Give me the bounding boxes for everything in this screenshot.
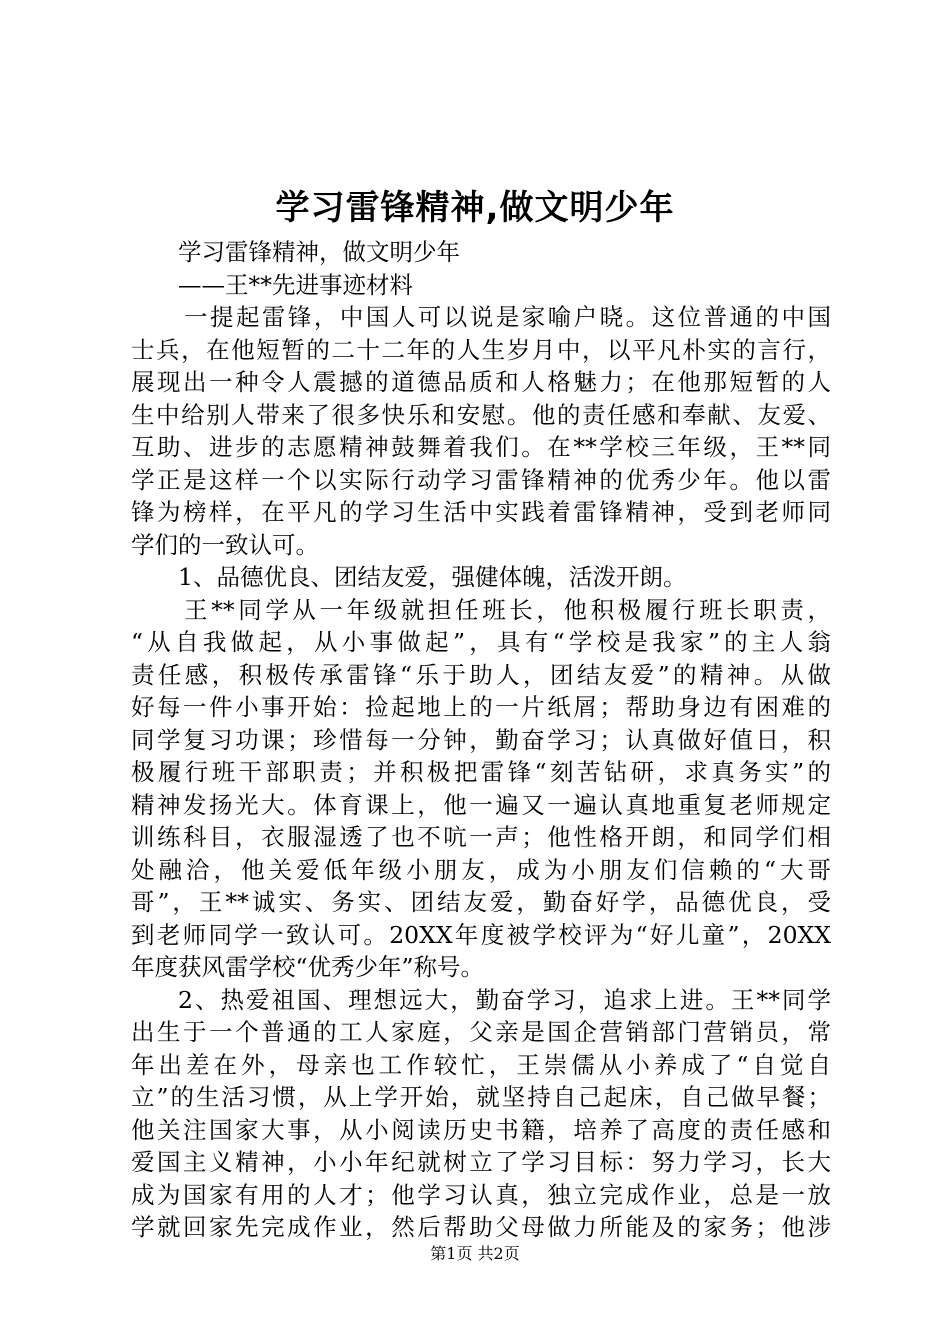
paragraph-line: 士兵，在他短暂的二十二年的人生岁月中，以平凡朴实的言行，	[131, 335, 831, 364]
paragraph-line: 锋为榜样，在平凡的学习生活中实践着雷锋精神，受到老师同	[131, 498, 831, 526]
paragraph-line: 王**同学从一年级就担任班长，他积极履行班长职责，	[184, 595, 831, 624]
paragraph-line: 他关注国家大事，从小阅读历史书籍，培养了高度的责任感和	[131, 1115, 831, 1144]
paragraph-line: 学正是这样一个以实际行动学习雷锋精神的优秀少年。他以雷	[131, 465, 831, 494]
paragraph-line: 生中给别人带来了很多快乐和安慰。他的责任感和奉献、友爱、	[131, 400, 831, 429]
paragraph-line: 训练科目，衣服湿透了也不吭一声；他性格开朗，和同学们相	[131, 823, 831, 851]
paragraph-line: 年出差在外，母亲也工作较忙，王崇儒从小养成了“自觉自	[131, 1050, 831, 1079]
paragraph-line: 学们的一致认可。	[131, 530, 319, 559]
document-body	[131, 236, 831, 1244]
document-title: 学习雷锋精神,做文明少年	[275, 188, 675, 228]
paragraph-line: 精神发扬光大。体育课上，他一遍又一遍认真地重复老师规定	[131, 790, 831, 819]
paragraph-line: 展现出一种令人震撼的道德品质和人格魅力；在他那短暂的人	[131, 368, 831, 396]
paragraph-line: 立”的生活习惯，从上学开始，就坚持自己起床，自己做早餐；	[131, 1083, 831, 1111]
paragraph-line: 极履行班干部职责；并积极把雷锋“刻苦钻研，求真务实”的	[131, 758, 831, 786]
paragraph-line: 好每一件小事开始：捡起地上的一片纸屑；帮助身边有困难的	[131, 693, 831, 721]
byline: ——王**先进事迹材料	[178, 270, 413, 299]
paragraph-line: 学就回家先完成作业，然后帮助父母做力所能及的家务；他涉	[131, 1213, 831, 1241]
paragraph-line: “从自我做起，从小事做起”，具有“学校是我家”的主人翁	[131, 628, 831, 656]
paragraph-line: 互助、进步的志愿精神鼓舞着我们。在**学校三年级，王**同	[131, 433, 831, 461]
paragraph-line: 处融洽，他关爱低年级小朋友，成为小朋友们信赖的“大哥	[131, 855, 831, 884]
section-heading: 1、品德优良、团结友爱，强健体魄，活泼开朗。	[178, 563, 687, 591]
paragraph-line: 爱国主义精神，小小年纪就树立了学习目标：努力学习，长大	[131, 1148, 831, 1176]
paragraph-line: 到老师同学一致认可。20XX年度被学校评为“好儿童”，20XX	[131, 920, 831, 949]
paragraph-line: 同学复习功课；珍惜每一分钟，勤奋学习；认真做好值日，积	[131, 725, 831, 754]
paragraph-line: 年度获风雷学校“优秀少年”称号。	[131, 953, 485, 981]
section-heading: 2、热爱祖国、理想远大，勤奋学习，追求上进。王**同学	[178, 985, 831, 1014]
paragraph-line: 哥”，王**诚实、务实、团结友爱，勤奋好学，品德优良，受	[131, 888, 831, 916]
page-footer: 第1页 共2页	[430, 1244, 520, 1263]
paragraph-line: 一提起雷锋，中国人可以说是家喻户晓。这位普通的中国	[184, 303, 831, 331]
paragraph-line: 出生于一个普通的工人家庭，父亲是国企营销部门营销员，常	[131, 1018, 831, 1046]
subtitle-line: 学习雷锋精神，做文明少年	[178, 238, 460, 266]
paragraph-line: 成为国家有用的人才；他学习认真，独立完成作业，总是一放	[131, 1180, 831, 1209]
paragraph-line: 责任感，积极传承雷锋“乐于助人，团结友爱”的精神。从做	[131, 660, 831, 689]
